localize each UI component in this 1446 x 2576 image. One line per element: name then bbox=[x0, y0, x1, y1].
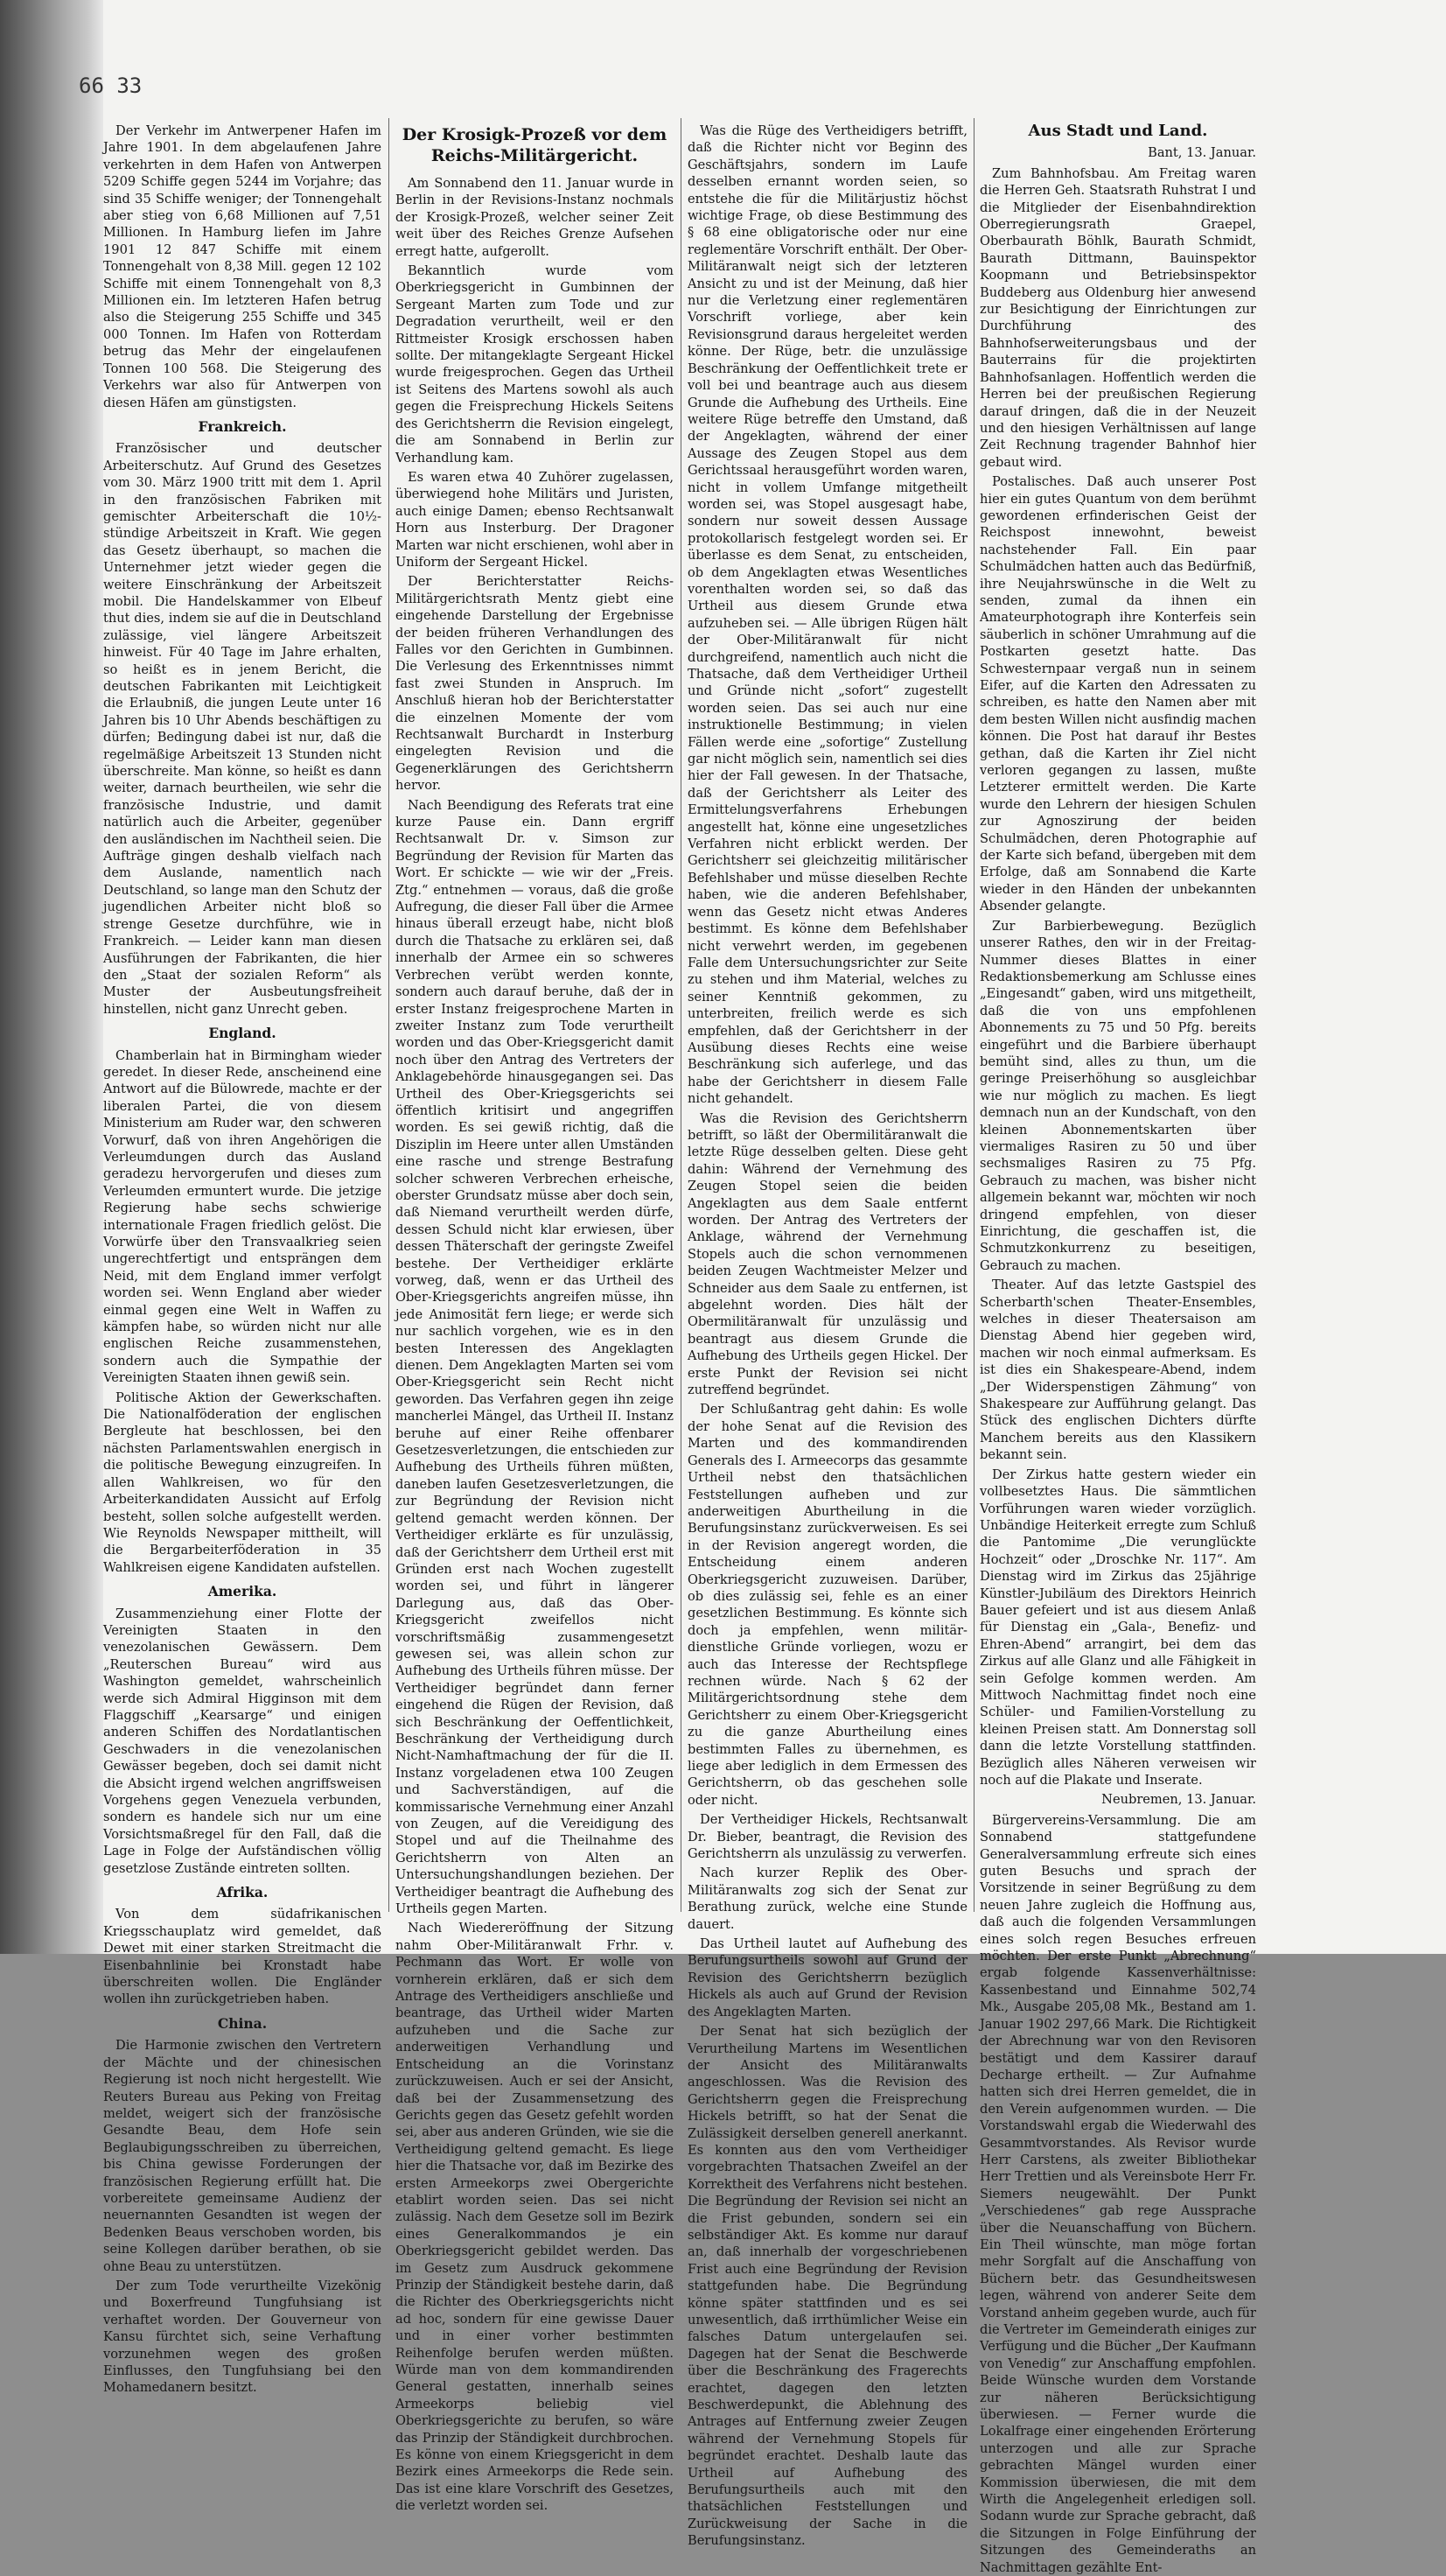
article-paragraph: Postalisches. Daß auch unserer Post hier ein gutes Quantum von dem berühmt gewordenen erfinderischen Geist der Reichspost innewohnt, beweist nachstehender Fall. Ein paar Schulmädchen hatten auch das Bedürfniß, ihre Neujahrswünsche in die Welt zu senden, zumal da ihnen ein Amateurphotograph ihre Konterfeis sein säuberlich in schöner Umrahmung auf die Postkarten gesetzt hatte. Das Schwesternpaar vergaß nun in seinem Eifer, auf die Karten den Adressaten zu schreiben, es hatte den Namen aber mit dem besten Willen nicht ausfindig machen können. Die Post hat darauf ihr Bestes gethan, daß die Karten ihr Ziel nicht verloren gegangen zu lassen, mußte Letzterer ermittelt werden. Die Karte wurde den Lehrern der hiesigen Schulen zur Agnoszirung der beiden Schulmädchen, deren Photographie auf der Karte sich befand, übergeben mit dem Erfolge, daß am Sonnabend die Karte wieder in den Händen der unbekannten Absender gelangte. bbox=[980, 474, 1256, 914]
book-spine bbox=[0, 0, 103, 1954]
column-3-krosigk-trial-continued bbox=[688, 122, 967, 2549]
article-paragraph: Französischer und deutscher Arbeiterschutz. Auf Grund des Gesetzes vom 30. März 1900 tritt mit dem 1. April in den französischen Fabriken mit gemischter Arbeiterschaft die 10½-stündige Arbeitszeit in Kraft. Wie gegen das Gesetz überhaupt, so machen die Unternehmer jetzt wieder gegen die weitere Einschränkung der Arbeitszeit mobil. Die Handelskammer von Elbeuf thut dies, indem sie auf die in Deutschland zulässige, viel längere Arbeitszeit hinweist. Für 40 Tage im Jahre erhalten, so heißt es in jenem Bericht, die deutschen Fabrikanten mit Leichtigkeit die Erlaubniß, die jungen Leute unter 16 Jahren bis 10 Uhr Abends beschäftigen zu dürfen; Bedingung dabei ist nur, daß die regelmäßige Arbeitszeit 13 Stunden nicht überschreite. Man könne, so heißt es dann weiter, darnach beurtheilen, wie sehr die französische Industrie, und damit natürlich auch die Arbeiter, gegenüber den ausländischen im Nachtheil seien. Die Aufträge gingen deshalb vielfach nach dem Auslande, namentlich nach Deutschland, so lange man den Schutz der jugendlichen Arbeiter nicht bloß so strenge Gesetze durchführe, wie in Frankreich. — Leider kann man diesen Ausführungen der Fabrikanten, die hier den „Staat der sozialen Reform“ als Muster der Ausbeutungsfreiheit hinstellen, nicht ganz Unrecht geben. bbox=[103, 441, 381, 1017]
article-headline: Der Krosigk-Prozeß vor dem Reichs-Militärgericht. bbox=[402, 125, 667, 165]
article-paragraph: Der Zirkus hatte gestern wieder ein vollbesetztes Haus. Die sämmtlichen Vorführungen waren wieder vorzüglich. Unbändige Heiterkeit erregte zum Schluß die Pantomime „Die verunglückte Hochzeit“ oder „Droschke Nr. 117“. Am Dienstag wird im Zirkus das 25jährige Künstler-Jubiläum des Direktors Heinrich Bauer gefeiert und ist aus diesem Anlaß für Dienstag ein „Gala-, Benefiz- und Ehren-Abend“ arrangirt, bei dem das Zirkus auf alle Glanz und alle Fähigkeit in sein Gefolge kommen werden. Am Mittwoch Nachmittag findet noch eine Schüler- und Familien-Vorstellung zu kleinen Preisen statt. Am Donnerstag soll dann die letzte Vorstellung stattfinden. Bezüglich alles Näheren verweisen wir noch auf die Plakate und Inserate. bbox=[980, 1466, 1256, 1788]
article-paragraph: Nach Wiedereröffnung der Sitzung nahm Ober-Militäranwalt Frhr. v. Pechmann das Wort. Er wolle von vornherein erklären, daß er sich dem Antrage des Vertheidigers anschließe und beantrage, das Urtheil wider Marten aufzuheben und die Sache zur anderweitigen Verhandlung und Entscheidung an die Vorinstanz zurückzuweisen. Auch er sei der Ansicht, daß bei der Zusammensetzung des Gerichts gegen das Gesetz gefehlt worden sei, aber aus anderen Gründen, wie sie die Vertheidigung geltend gemacht. Es liege hier die Thatsache vor, daß im Bezirke des ersten Armeekorps zwei Obergerichte etablirt worden seien. Das sei nicht zulässig. Nach dem Gesetze soll im Bezirk eines Generalkommandos je ein Oberkriegsgericht gebildet werden. Das im Gesetz zum Ausdruck gekommene Prinzip der Ständigkeit bestehe darin, daß die Richter des Oberkriegsgerichts nicht ad hoc, sondern für eine gewisse Dauer und in einer vorher bestimmten Reihenfolge berufen werden müßten. Würde man von dem kommandirenden General gestatten, innerhalb seines Armeekorps beliebig viel Oberkriegsgerichte zu berufen, so wäre das Prinzip der Ständigkeit durchbrochen. Es könne von einem Kriegsgericht in dem Bezirk eines Armeekorps die Rede sein. Das ist eine klare Vorschrift des Gesetzes, die verletzt worden sei. bbox=[395, 1921, 674, 2514]
article-paragraph: Was die Revision des Gerichtsherrn betrifft, so läßt der Obermilitäranwalt die letzte Rüge desselben gelten. Diese geht dahin: Während der Vernehmung des Zeugen Stopel seien die beiden Angeklagten aus dem Saale entfernt worden. Der Antrag des Vertreters der Anklage, während der Vernehmung Stopels auch die schon vernommenen beiden Zeugen Wachtmeister Melzer und Schneider aus dem Saale zu entfernen, ist abgelehnt worden. Dies hält der Obermilitäranwalt für unzulässig und beantragt aus diesem Grunde die Aufhebung des Urtheils gegen Hickel. Der erste Punkt der Revision sei nicht zutreffend begründet. bbox=[688, 1110, 967, 1398]
article-paragraph: Zum Bahnhofsbau. Am Freitag waren die Herren Geh. Staatsrath Ruhstrat I und die Mitglieder der Eisenbahndirektion Oberregierungsrath Graepel, Oberbaurath Böhlk, Baurath Schmidt, Baurath Dittmann, Bauinspektor Koopmann und Betriebsinspektor Buddeberg aus Oldenburg hier anwesend zur Besichtigung der Einrichtungen zur Durchführung des Bahnhofserweiterungsbaus und der Bauterrains für die projektirten Bahnhofsanlagen. Hoffentlich werden die Herren bei der preußischen Regierung darauf dringen, daß die in der Neuzeit und den hiesigen Verhältnissen auf lange Zeit Rechnung tragender Bahnhof hier gebaut wird. bbox=[980, 165, 1256, 470]
dateline: Bant, 13. Januar. bbox=[1148, 145, 1256, 161]
section-heading: Amerika. bbox=[207, 1583, 277, 1600]
article-paragraph: Der Senat hat sich bezüglich der Verurtheilung Martens im Wesentlichen der Ansicht des Militäranwalts angeschlossen. Was die Revision des Gerichtsherrn gegen die Freisprechung Hickels betrifft, so hat der Senat die Zulässigkeit derselben generell anerkannt. Es konnten aus den vom Vertheidiger vorgebrachten Thatsachen Zweifel an der Korrektheit des Verfahrens nicht bestehen. Die Begründung der Revision sei nicht an die Frist gebunden, sondern sei ein selbständiger Akt. Es komme nur darauf an, daß innerhalb der vorgeschriebenen Frist auch eine Begründung der Revision stattgefunden habe. Die Begründung könne später stattfinden und es sei unwesentlich, daß irrthümlicher Weise ein falsches Datum untergelaufen sei. Dagegen hat der Senat die Beschwerde über die Beschränkung des Fragerechts erachtet, dagegen den letzten Beschwerdepunkt, die Ablehnung des Antrages auf Entfernung zweier Zeugen während der Vernehmung Stopels für begründet erachtet. Deshalb laute das Urtheil auf Aufhebung des Berufungsurtheils auch mit den thatsächlichen Feststellungen und Zurückweisung der Sache in die Berufungsinstanz. bbox=[688, 2024, 967, 2549]
section-title: Aus Stadt und Land. bbox=[1028, 122, 1208, 140]
article-paragraph: Der Verkehr im Antwerpener Hafen im Jahre 1901. In dem abgelaufenen Jahre verkehrten in dem Hafen von Antwerpen 5209 Schiffe gegen 5244 im Vorjahre; das sind 35 Schiffe weniger; der Tonnengehalt aber stieg von 6,68 Millionen auf 7,51 Millionen. In Hamburg liefen im Jahre 1901 12 847 Schiffe mit einem Tonnengehalt von 8,38 Mill. gegen 12 102 Schiffe mit einem Tonnengehalt von 8,3 Millionen ein. Im letzteren Hafen betrug also die Steigerung 255 Schiffe und 345 000 Tonnen. Im Hafen von Rotterdam betrug das Mehr der eingelaufenen Tonnen 100 568. Die Steigerung des Verkehrs war also für Antwerpen von diesen Häfen am günstigsten. bbox=[103, 123, 381, 410]
page-number-annotation: 66 33 bbox=[79, 74, 143, 98]
article-paragraph: Der zum Tode verurtheilte Vizekönig und Boxerfreund Tungfuhsiang ist verhaftet worden. Der Gouverneur von Kansu fürchtet sich, seine Verhaftung vorzunehmen wegen des großen Einflusses, den Tungfuhsiang bei den Mohamedanern besitzt. bbox=[103, 2278, 381, 2396]
article-paragraph: Von dem südafrikanischen Kriegsschauplatz wird gemeldet, daß Dewet mit einer starken Streitmacht die Eisenbahnlinie bei Kronstadt habe überschreiten wollen. Die Engländer wollen ihn zurückgetrieben haben. bbox=[103, 1907, 381, 2007]
article-paragraph: Das Urtheil lautet auf Aufhebung des Berufungsurtheils sowohl auf Grund der Revision des Gerichtsherrn bezüglich Hickels als auch auf Grund der Revision des Angeklagten Marten. bbox=[688, 1936, 967, 2020]
article-paragraph: Es waren etwa 40 Zuhörer zugelassen, überwiegend hohe Militärs und Juristen, auch einige Damen; ebenso Rechtsanwalt Horn aus Insterburg. Der Dragoner Marten war nicht erschienen, wohl aber in Uniform der Sergeant Hickel. bbox=[395, 469, 674, 570]
article-paragraph: Bekanntlich wurde vom Oberkriegsgericht in Gumbinnen der Sergeant Marten zum Tode und zur Degradation verurtheilt, weil er den Rittmeister Krosigk erschossen haben sollte. Der mitangeklagte Sergeant Hickel wurde freigesprochen. Gegen das Urtheil ist Seitens des Martens sowohl als auch gegen die Freisprechung Hickels Seitens des Gerichtsherrn die Revision eingelegt, die am Sonnabend in Berlin zur Verhandlung kam. bbox=[395, 263, 674, 466]
article-paragraph: Zusammenziehung einer Flotte der Vereinigten Staaten in den venezolanischen Gewässern. Dem „Reuterschen Bureau“ wird aus Washington gemeldet, wahrscheinlich werde sich Admiral Higginson mit dem Flaggschiff „Kearsarge“ und einigen anderen Schiffen des Nordatlantischen Geschwaders in die venezolanischen Gewässer begeben, doch sei damit nicht die Absicht irgend welchen angriffsweisen Vorgehens gegen Venezuela verbunden, sondern es handele sich nur um eine Vorsichtsmaßregel für den Fall, daß die Lage in Folge der Aufständischen völlig gesetzlose Zustände eintreten sollten. bbox=[103, 1606, 381, 1876]
article-paragraph: Zur Barbierbewegung. Bezüglich unserer Rathes, den wir in der Freitag-Nummer dieses Blattes in einer Redaktionsbemerkung am Schlusse eines „Eingesandt“ gaben, wird uns mitgetheilt, daß die von uns empfohlenen Abonnements zu 75 und 50 Pfg. bereits eingeführt und die Barbiere überhaupt bemüht sind, alles zu thun, um die geringe Preiserhöhung so ausgleichbar wie nur möglich zu machen. Es liegt demnach nun an der Kundschaft, von den kleinen Abonnementskarten über viermaliges Rasiren zu 50 und über sechsmaliges Rasiren zu 75 Pfg. Gebrauch zu machen, was bisher nicht allgemein bekannt war, möchten wir noch dringend empfehlen, von dieser Einrichtung, die geschaffen ist, die Schmutzkonkurrenz zu beseitigen, Gebrauch zu machen. bbox=[980, 918, 1256, 1273]
column-2-krosigk-trial bbox=[395, 122, 674, 2514]
article-paragraph: Nach kurzer Replik des Ober-Militäranwalts zog sich der Senat zur Berathung zurück, welche eine Stunde dauert. bbox=[688, 1866, 967, 1932]
dateline: Neubremen, 13. Januar. bbox=[1101, 1792, 1256, 1808]
article-paragraph: Der Schlußantrag geht dahin: Es wolle der hohe Senat auf die Revision des Marten und des kommandirenden Generals des I. Armeecorps das gesammte Urtheil nebst den thatsächlichen Feststellungen aufheben und zur anderweitigen Aburtheilung in die Berufungsinstanz zurückverweisen. Es sei in der Revision angeregt worden, die Entscheidung einem anderen Oberkriegsgericht zuzuweisen. Darüber, ob dies zulässig sei, fehle es an einer gesetzlichen Bestimmung. Es könnte sich doch ja empfehlen, wenn militär-dienstliche Gründe vorliegen, wozu er auch das Interesse der Rechtspflege rechnen würde. Nach § 62 der Militärgerichtsordnung stehe dem Gerichtsherr zu einem Ober-Kriegsgericht zu die ganze Aburtheilung eines bestimmten Falles zu übernehmen, es liege aber lediglich in dem Ermessen des Gerichtsherrn, ob das geschehen solle oder nicht. bbox=[688, 1402, 967, 1808]
article-paragraph: Die Harmonie zwischen den Vertretern der Mächte und der chinesischen Regierung ist noch nicht hergestellt. Wie Reuters Bureau aus Peking von Freitag meldet, weigert sich der französische Gesandte Beau, dem Hofe sein Beglaubigungsschreiben zu überreichen, bis China gewisse Forderungen der französischen Regierung erfüllt hat. Die vorbereitete gemeinsame Audienz der neuernannten Gesandten ist wegen der Bedenken Beaus verschoben worden, bis seine Kollegen darüber berathen, ob sie ohne Beau zu unterstützen. bbox=[103, 2038, 381, 2274]
article-paragraph: Was die Rüge des Vertheidigers betrifft, daß die Richter nicht vor Beginn des Geschäftsjahrs, sondern im Laufe desselben ernannt worden seien, so entstehe die für die Militärjustiz höchst wichtige Frage, ob diese Bestimmung des § 68 eine obligatorische oder nur eine reglementäre Vorschrift enthält. Der Ober-Militäranwalt neigt sich der letzteren Ansicht zu und ist der Meinung, daß hier nur die Verletzung einer reglementären Vorschrift vorliege, aber kein Revisionsgrund daraus hergeleitet werden könne. Der Rüge, betr. die unzulässige Beschränkung der Oeffentlichkeit trete er voll bei und beantrage auch aus diesem Grunde die Aufhebung des Urtheils. Eine weitere Rüge betreffe den Umstand, daß der Angeklagten, während der einer Aussage des Zeugen Stopel aus dem Gerichtssaal herausgeführt worden waren, nicht in vollem Umfange mitgetheilt worden sei, was Stopel ausgesagt habe, sondern nur soweit dessen Aussage protokollarisch festgelegt worden sei. Er überlasse es dem Senat, zu entscheiden, ob dem Angeklagten etwas Wesentliches vorenthalten worden sei, so daß das Urtheil aus diesem Grunde etwa aufzuheben sei. — Alle übrigen Rügen hält der Ober-Militäranwalt für nicht durchgreifend, namentlich auch nicht die Thatsache, daß dem Vertheidiger Urtheil und Gründe nicht „sofort“ zugestellt worden seien. Das sei auch nur eine instruktionelle Bestimmung; in vielen Fällen werde eine „sofortige“ Zustellung gar nicht möglich sein, namentlich sei dies hier der Fall gewesen. In der Thatsache, daß der Gerichtsherr als Leiter des Ermittelungsverfahrens Erhebungen angestellt hat, könne eine ungesetzliches Verfahren nicht erblickt werden. Der Gerichtsherr sei gleichzeitig militärischer Befehlshaber und müsse dieselben Rechte haben, wie die anderen Befehlshaber, wenn das Gesetz nicht etwas Anderes bestimmt. Es könne dem Befehlshaber nicht verwehrt werden, im gegebenen Falle dem Untersuchungsrichter zur Seite zu stehen und ihm Material, welches zu seiner Kenntniß gekommen, zu unterbreiten, freilich werde es sich empfehlen, daß der Gerichtsherr in der Ausübung dieses Rechts eine weise Beschränkung sich auferlege, und das habe der Gerichtsherr in diesem Falle nicht gehandelt. bbox=[688, 123, 967, 1107]
column-4-local-news bbox=[980, 122, 1256, 2575]
section-heading: China. bbox=[217, 2014, 268, 2032]
article-paragraph: Politische Aktion der Gewerkschaften. Die Nationalföderation der englischen Bergleute hat beschlossen, bei den nächsten Parlamentswahlen energisch in die politische Bewegung einzugreifen. In allen Wahlkreisen, wo für den Arbeiterkandidaten Aussicht auf Erfolg besteht, sollen solche aufgestellt werden. Wie Reynolds Newspaper mittheilt, will die Bergarbeiterföderation in 35 Wahlkreisen eigene Kandidaten aufstellen. bbox=[103, 1390, 381, 1575]
article-paragraph: Am Sonnabend den 11. Januar wurde in Berlin in der Revisions-Instanz nochmals der Krosigk-Prozeß, welcher seiner Zeit weit über des Reiches Grenze Aufsehen erregt hatte, aufgerollt. bbox=[395, 176, 674, 259]
article-paragraph: Bürgervereins-Versammlung. Die am Sonnabend stattgefundene Generalversammlung erfreute sich eines guten Besuchs und sprach der Vorsitzende in seiner Begrüßung zu dem neuen Jahre zugleich die Hoffnung aus, daß auch die folgenden Versammlungen eines solch regen Besuches erfreuen möchten. Der erste Punkt „Abrechnung“ ergab folgende Kassenverhältnisse: Kassenbestand und Einnahme 502,74 Mk., Ausgabe 205,08 Mk., Bestand am 1. Januar 1902 297,66 Mark. Die Richtigkeit der Abrechnung war von den Revisoren bestätigt und dem Kassirer darauf Decharge ertheilt. — Zur Aufnahme hatten sich drei Herren gemeldet, die in den Verein aufgenommen wurden. — Die Vorstandswahl ergab die Wiederwahl des Gesammtvorstandes. Als Revisor wurde Herr Carstens, als zweiter Bibliothekar Herr Trettien und als Vereinsbote Herr Fr. Siemers neugewählt. Der Punkt „Verschiedenes“ gab rege Aussprache über die Neuanschaffung von Büchern. Ein Theil wünschte, man möge fortan mehr Sorgfalt auf die Anschaffung von Büchern betr. das Gesundheitswesen legen, während von anderer Seite dem Vorstand anheim gegeben wurde, auch für die Vertreter im Gemeinderath einiges zur Verfügung und die Bücher „Der Kaufmann von Venedig“ zur Anschaffung empfohlen. Beide Wünsche wurden dem Vorstande zur näheren Berücksichtigung überwiesen. — Ferner wurde die Lokalfrage einer eingehenden Erörterung unterzogen und alle zur Sprache gebrachten Mängel wurden einer Kommission überwiesen, die mit dem Wirth die Angelegenheit erledigen soll. Sodann wurde zur Sprache gebracht, daß die Sitzungen in Folge Einführung der Sitzungen des Gemeinderaths an Nachmittagen gezählte Ent- bbox=[980, 1812, 1256, 2575]
column-1-foreign-news bbox=[103, 122, 381, 2396]
column-rule bbox=[388, 118, 389, 1912]
section-heading: England. bbox=[208, 1025, 276, 1042]
article-paragraph: Chamberlain hat in Birmingham wieder geredet. In dieser Rede, anscheinend eine Antwort auf die Bülowrede, machte er der liberalen Partei, die von diesem Ministerium am Ruder war, den schweren Vorwurf, daß von ihren Angehörigen die Verleumdungen durch das Ausland geradezu hervorgerufen und dieses zum Verleumden ermuntert wurde. Die jetzige Regierung habe sechs schwierige internationale Fragen friedlich gelöst. Die Vorwürfe über den Transvaalkrieg seien ungerechtfertigt und entsprängen dem Neid, mit dem England immer verfolgt worden sei. Wenn England aber wieder einmal gegen eine Welt in Waffen zu kämpfen habe, so würden nicht nur alle englischen Reiche zusammenstehen, sondern auch die Sympathie der Vereinigten Staaten ihnen gewiß sein. bbox=[103, 1047, 381, 1386]
article-paragraph: Nach Beendigung des Referats trat eine kurze Pause ein. Dann ergriff Rechtsanwalt Dr. v. Simson zur Begründung der Revision für Marten das Wort. Er schickte — wie wir der „Freis. Ztg.“ entnehmen — voraus, daß die große Aufregung, die dieser Fall über die Armee hinaus überall erzeugt habe, nicht bloß durch die Thatsache zu erklären sei, daß innerhalb der Armee ein so schweres Verbrechen verübt werden konnte, sondern auch darauf beruhe, daß der in erster Instanz freigesprochene Marten in zweiter Instanz zum Tode verurtheilt worden und das Ober-Kriegsgericht damit noch über den Antrag des Vertreters der Anklagebehörde hinausgegangen sei. Das Urtheil des Ober-Kriegsgerichts sei öffentlich kritisirt und angegriffen worden. Es sei gewiß richtig, daß die Disziplin im Heere unter allen Umständen eine rasche und strenge Bestrafung solcher schweren Verbrechen erheische, oberster Grundsatz müsse aber doch sein, daß Niemand verurtheilt werden dürfe, dessen Schuld nicht klar erwiesen, über dessen Thäterschaft der geringste Zweifel bestehe. Der Vertheidiger erklärte vorweg, daß, wenn er das Urtheil des Ober-Kriegsgerichts angreifen müsse, ihn jede Animosität fern liege; er werde sich nur sachlich vorgehen, wie es in den besten Interessen des Angeklagten dienen. Dem Angeklagten Marten sei vom Ober-Kriegsgericht sein Recht nicht geworden. Das Verfahren gegen ihn zeige mancherlei Mängel, das Urtheil II. Instanz beruhe auf einer Reihe offenbarer Gesetzesverletzungen, die entschieden zur Aufhebung des Urtheils führen müßten, daneben laufen Gesetzesverletzungen, die zur Begründung der Revision nicht geltend gemacht werden können. Der Vertheidiger erklärte es für unzulässig, daß der Gerichtsherr dem Urtheil erst mit Gründen erst nach Wochen zugestellt worden sei, und führt in längerer Darlegung aus, daß das Ober-Kriegsgericht zweifellos nicht vorschriftsmäßig zusammengesetzt gewesen sei, was allein schon zur Aufhebung des Urtheils führen müsse. Der Vertheidiger begründet dann ferner eingehend die Rügen der Revision, daß sich Beschränkung der Oeffentlichkeit, Beschränkung der Vertheidigung durch Nicht-Namhaftmachung der für die II. Instanz vorgeladenen etwa 100 Zeugen und Sachverständigen, auf die kommissarische Vernehmung einer Anzahl von Zeugen, auf die Vereidigung des Stopel und auf die Theilnahme des Gerichtsherrn von Alten an Untersuchungshandlungen beziehen. Der Vertheidiger beantragt die Aufhebung des Urtheils gegen Marten. bbox=[395, 797, 674, 1917]
article-paragraph: Theater. Auf das letzte Gastspiel des Scherbarth'schen Theater-Ensembles, welches in dieser Theatersaison am Dienstag Abend hier gegeben wird, machen wir noch einmal aufmerksam. Es ist dies ein Shakespeare-Abend, indem „Der Widerspenstigen Zähmung“ von Shakespeare zur Aufführung gelangt. Das Stück des englischen Dichters dürfte Manchem bereits aus den Klassikern bekannt sein. bbox=[980, 1278, 1256, 1463]
article-paragraph: Der Berichterstatter Reichs-Militärgerichtsrath Mentz giebt eine eingehende Darstellung der Ergebnisse der beiden früheren Verhandlungen des Falles vor den Gerichten in Gumbinnen. Die Verlesung des Erkenntnisses nimmt fast zwei Stunden in Anspruch. Im Anschluß hieran hob der Berichterstatter die einzelnen Momente der vom Rechtsanwalt Burchardt in Insterburg eingelegten Revision und die Gegenerklärungen des Gerichtsherrn hervor. bbox=[395, 574, 674, 794]
article-paragraph: Der Vertheidiger Hickels, Rechtsanwalt Dr. Bieber, beantragt, die Revision des Gerichtsherrn als unzulässig zu verwerfen. bbox=[688, 1812, 967, 1862]
section-heading: Frankreich. bbox=[198, 417, 287, 435]
section-heading: Afrika. bbox=[216, 1884, 269, 1901]
